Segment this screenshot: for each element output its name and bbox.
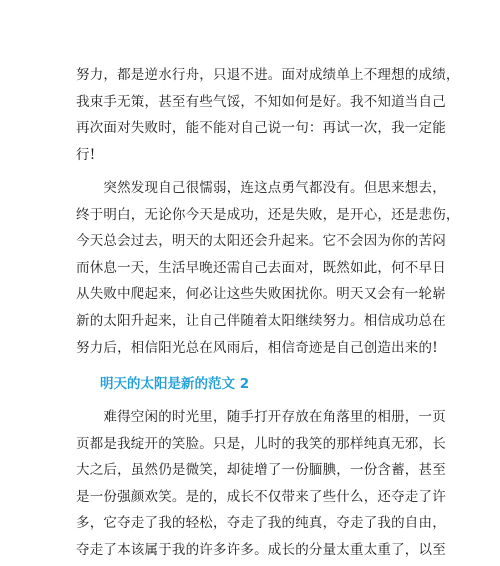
paragraph-line: 行! <box>76 146 96 163</box>
paragraph-line: 努力，都是逆水行舟，只退不进。面对成绩单上不理想的成绩， <box>76 67 460 83</box>
paragraph-line: 突然发现自己很懦弱，连这点勇气都没有。但思来想去， <box>76 180 446 196</box>
paragraph-line: 多，它夺走了我的轻松，夺走了我的纯真，夺走了我的自由， <box>76 515 446 532</box>
paragraph-line: 夺走了本该属于我的许多许多。成长的分量太重太重了，以至 <box>76 541 446 558</box>
paragraph-line: 今天总会过去，明天的太阳还会升起来。它不会因为你的苦闷 <box>76 233 446 250</box>
paragraph-1 <box>76 62 460 168</box>
paragraph-line: 努力后，相信阳光总在风雨后，相信奇迹是自己创造出来的! <box>76 339 438 356</box>
paragraph-line: 而休息一天，生活早晚还需自己去面对，既然如此，何不早日 <box>76 259 446 276</box>
paragraph-2 <box>76 175 460 361</box>
paragraph-line: 难得空闲的时光里，随手打开存放在角落里的相册，一页 <box>76 409 446 425</box>
paragraph-line: 再次面对失败时，能不能对自己说一句：再试一次，我一定能 <box>76 120 446 137</box>
paragraph-line: 从失败中爬起来，何必让这些失败困扰你。明天又会有一轮崭 <box>76 286 446 303</box>
section-heading: 明天的太阳是新的范文 2 <box>100 376 250 392</box>
paragraph-3 <box>76 404 446 564</box>
paragraph-line: 终于明白，无论你今天是成功，还是失败，是开心，还是悲伤， <box>76 206 460 223</box>
paragraph-line: 是一份强颜欢笑。是的，成长不仅带来了些什么，还夺走了许 <box>76 488 446 505</box>
paragraph-line: 页都是我绽开的笑脸。只是，儿时的我笑的那样纯真无邪，长 <box>76 435 446 452</box>
paragraph-line: 大之后，虽然仍是微笑，却徒增了一份腼腆，一份含蓄，甚至 <box>76 462 446 479</box>
paragraph-line: 新的太阳升起来，让自己伴随着太阳继续努力。相信成功总在 <box>76 312 446 329</box>
paragraph-line: 我束手无策，甚至有些气馁，不知如何是好。我不知道当自己 <box>76 93 446 110</box>
